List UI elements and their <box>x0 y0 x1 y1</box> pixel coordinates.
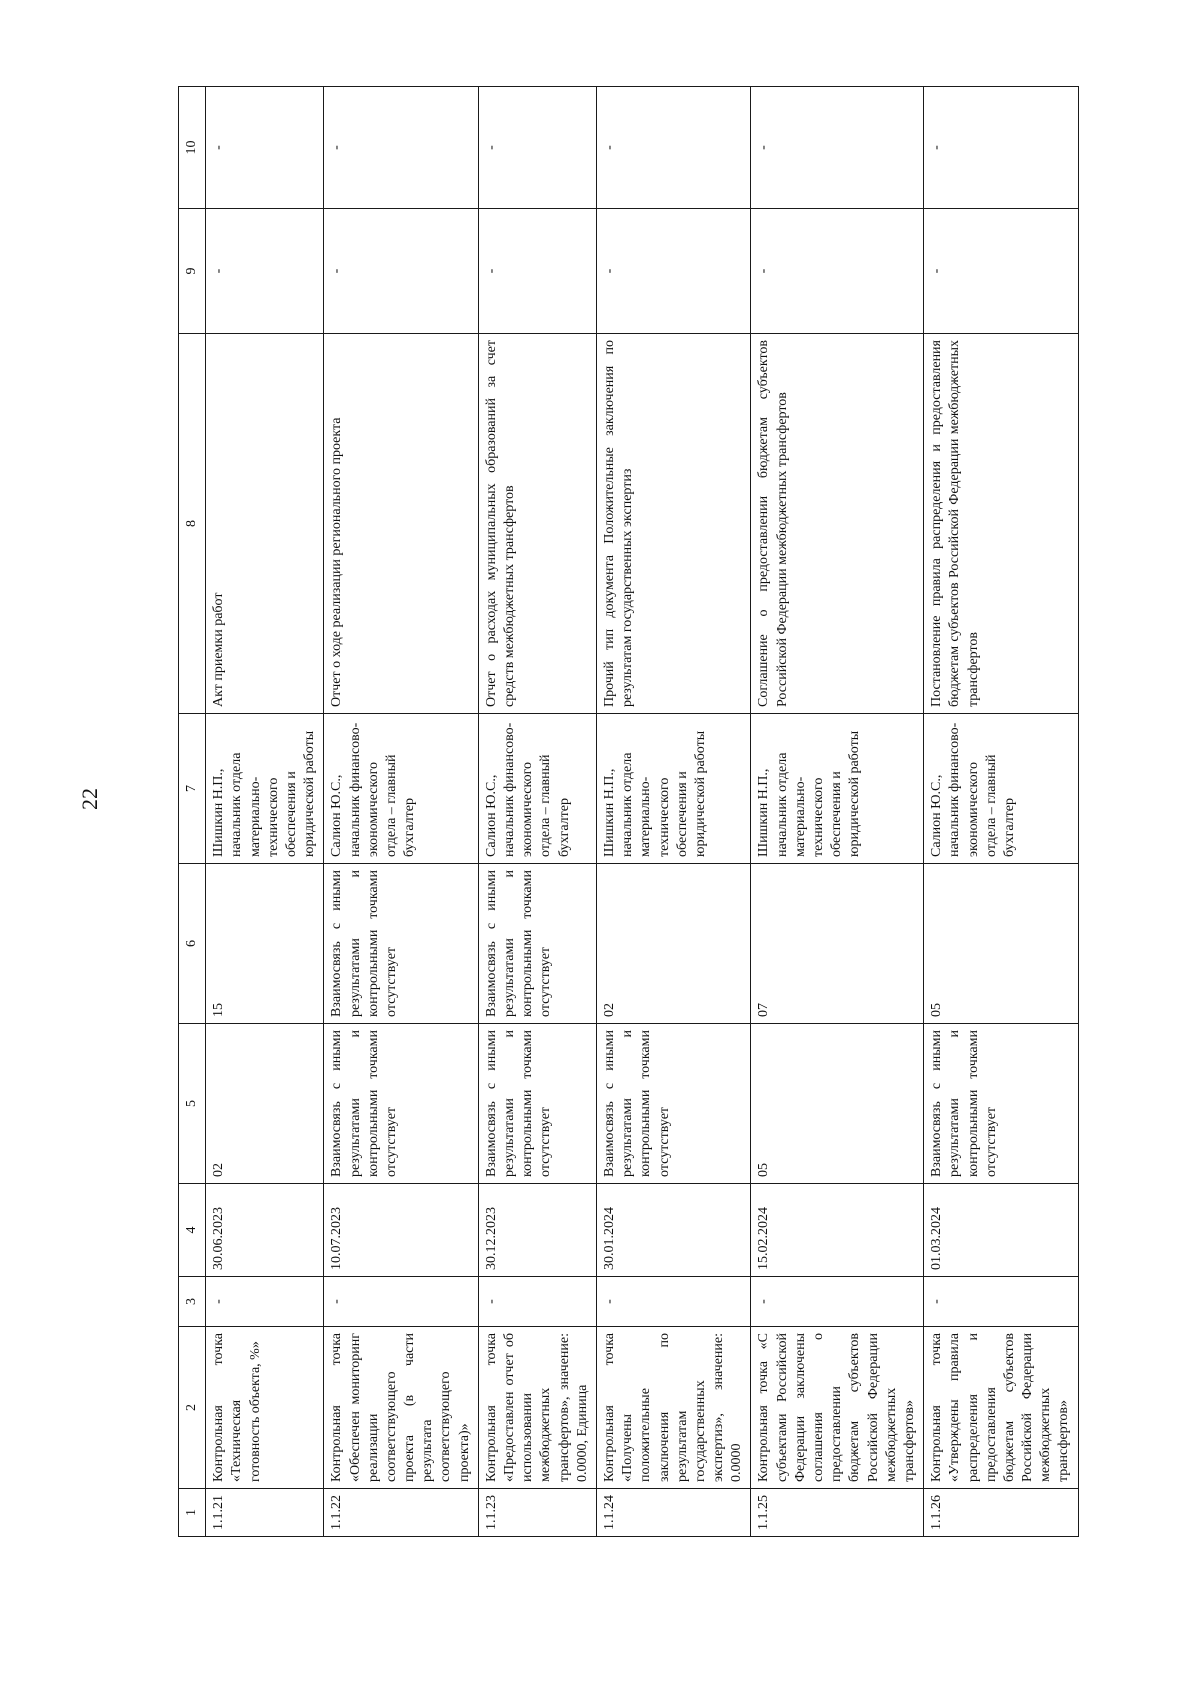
predecessor-cell: Взаимосвязь с иными результатами и контрольными точками отсутствует <box>924 1024 1079 1184</box>
control-point-name: Контрольная точка «Обеспечен мониторинг реализации соответствующего проекта (в части результата соответствующего проекта)» <box>324 1327 479 1489</box>
responsible-cell: Салион Ю.С., начальник финансово-экономического отдела – главный бухгалтер <box>324 714 479 864</box>
successor-cell: 15 <box>206 864 324 1024</box>
cell-col3: - <box>478 1277 596 1327</box>
table-header-row <box>179 87 206 1537</box>
column-header: 9 <box>179 209 206 334</box>
column-header: 8 <box>179 334 206 714</box>
table-row <box>596 87 751 1537</box>
page-number: 22 <box>77 788 102 810</box>
responsible-cell: Шишкин Н.П., начальник отдела материально-технического обеспечения и юридической работы <box>596 714 751 864</box>
cell-col9: - <box>924 209 1079 334</box>
successor-cell: Взаимосвязь с иными результатами и контрольными точками отсутствует <box>478 864 596 1024</box>
table-row <box>206 87 324 1537</box>
document-cell: Прочий тип документа Положительные заключения по результатам государственных экспертиз <box>596 334 751 714</box>
control-point-name: Контрольная точка «Предоставлен отчет об использовании межбюджетных трансфертов», значение: 0.0000, Единица <box>478 1327 596 1489</box>
table-row <box>751 87 924 1537</box>
responsible-cell: Шишкин Н.П., начальник отдела материально-технического обеспечения и юридической работы <box>751 714 924 864</box>
cell-col10: - <box>596 87 751 209</box>
cell-col10: - <box>751 87 924 209</box>
row-number: 1.1.24 <box>596 1489 751 1537</box>
successor-cell: Взаимосвязь с иными результатами и контрольными точками отсутствует <box>324 864 479 1024</box>
responsible-cell: Шишкин Н.П., начальник отдела материально-технического обеспечения и юридической работы <box>206 714 324 864</box>
control-point-name: Контрольная точка «Получены положительные заключения по результатам государственных экспертиз», значение: 0.0000 <box>596 1327 751 1489</box>
date-cell: 01.03.2024 <box>924 1184 1079 1277</box>
table-row <box>478 87 596 1537</box>
predecessor-cell: 05 <box>751 1024 924 1184</box>
table-row <box>324 87 479 1537</box>
cell-col9: - <box>751 209 924 334</box>
cell-col3: - <box>324 1277 479 1327</box>
column-header: 1 <box>179 1489 206 1537</box>
date-cell: 15.02.2024 <box>751 1184 924 1277</box>
column-header: 6 <box>179 864 206 1024</box>
table-row <box>924 87 1079 1537</box>
rotated-table-wrapper <box>178 87 1072 1537</box>
control-point-name: Контрольная точка «Утверждены правила распределения и предоставления бюджетам субъектов Российской Федерации межбюджетных трансфертов» <box>924 1327 1079 1489</box>
column-header: 5 <box>179 1024 206 1184</box>
control-point-name: Контрольная точка «С субъектами Российской Федерации заключены соглашения о предоставлении бюджетам субъектов Российской Федерации межбюджетных трансфертов» <box>751 1327 924 1489</box>
document-cell: Акт приемки работ <box>206 334 324 714</box>
control-point-name: Контрольная точка «Техническая готовность объекта, %» <box>206 1327 324 1489</box>
successor-cell: 02 <box>596 864 751 1024</box>
row-number: 1.1.26 <box>924 1489 1079 1537</box>
row-number: 1.1.21 <box>206 1489 324 1537</box>
cell-col9: - <box>596 209 751 334</box>
document-cell: Постановление правила распределения и предоставления бюджетам субъектов Российской Федерации межбюджетных трансфертов <box>924 334 1079 714</box>
row-number: 1.1.23 <box>478 1489 596 1537</box>
column-header: 2 <box>179 1327 206 1489</box>
cell-col3: - <box>596 1277 751 1327</box>
column-header: 4 <box>179 1184 206 1277</box>
cell-col9: - <box>478 209 596 334</box>
cell-col10: - <box>206 87 324 209</box>
predecessor-cell: Взаимосвязь с иными результатами и контрольными точками отсутствует <box>596 1024 751 1184</box>
cell-col10: - <box>478 87 596 209</box>
cell-col10: - <box>324 87 479 209</box>
predecessor-cell: 02 <box>206 1024 324 1184</box>
column-header: 7 <box>179 714 206 864</box>
date-cell: 10.07.2023 <box>324 1184 479 1277</box>
date-cell: 30.06.2023 <box>206 1184 324 1277</box>
predecessor-cell: Взаимосвязь с иными результатами и контрольными точками отсутствует <box>478 1024 596 1184</box>
document-cell: Соглашение о предоставлении бюджетам субъектов Российской Федерации межбюджетных трансфертов <box>751 334 924 714</box>
date-cell: 30.12.2023 <box>478 1184 596 1277</box>
row-number: 1.1.22 <box>324 1489 479 1537</box>
cell-col9: - <box>206 209 324 334</box>
cell-col3: - <box>924 1277 1079 1327</box>
control-points-table <box>178 86 1079 1537</box>
responsible-cell: Салион Ю.С., начальник финансово-экономического отдела – главный бухгалтер <box>478 714 596 864</box>
successor-cell: 07 <box>751 864 924 1024</box>
successor-cell: 05 <box>924 864 1079 1024</box>
date-cell: 30.01.2024 <box>596 1184 751 1277</box>
cell-col10: - <box>924 87 1079 209</box>
cell-col9: - <box>324 209 479 334</box>
row-number: 1.1.25 <box>751 1489 924 1537</box>
responsible-cell: Салион Ю.С., начальник финансово-экономического отдела – главный бухгалтер <box>924 714 1079 864</box>
cell-col3: - <box>751 1277 924 1327</box>
column-header: 3 <box>179 1277 206 1327</box>
document-cell: Отчет о ходе реализации регионального проекта <box>324 334 479 714</box>
predecessor-cell: Взаимосвязь с иными результатами и контрольными точками отсутствует <box>324 1024 479 1184</box>
cell-col3: - <box>206 1277 324 1327</box>
column-header: 10 <box>179 87 206 209</box>
document-cell: Отчет о расходах муниципальных образований за счет средств межбюджетных трансфертов <box>478 334 596 714</box>
